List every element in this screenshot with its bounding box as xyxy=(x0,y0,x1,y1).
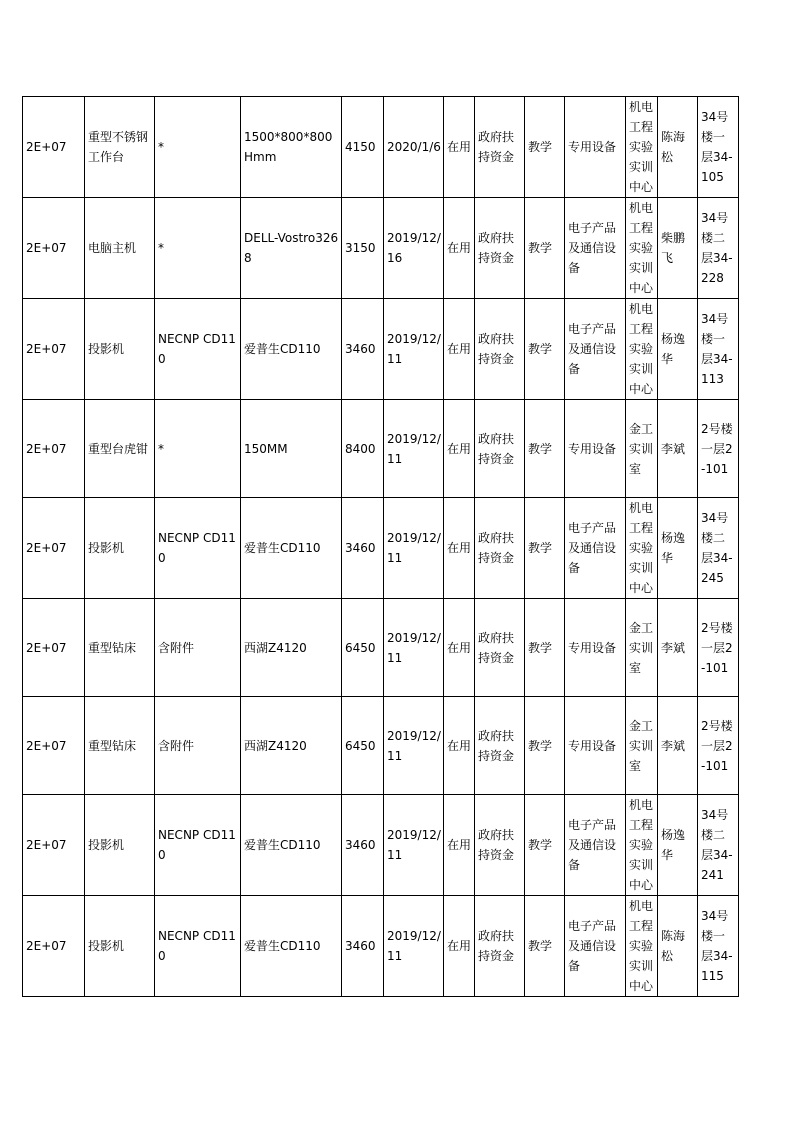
amount-cell: 8400 xyxy=(342,400,384,498)
amount-cell: 6450 xyxy=(342,697,384,795)
usage-cell: 教学 xyxy=(525,697,565,795)
asset-code-cell: 2E+07 xyxy=(23,400,85,498)
model-cell: DELL-Vostro3268 xyxy=(241,198,342,299)
spec-cell: NECNP CD110 xyxy=(155,896,241,997)
model-cell: 1500*800*800Hmm xyxy=(241,97,342,198)
category-cell: 电子产品及通信设备 xyxy=(565,299,626,400)
spec-cell: NECNP CD110 xyxy=(155,795,241,896)
model-cell: 西湖Z4120 xyxy=(241,599,342,697)
asset-code-cell: 2E+07 xyxy=(23,599,85,697)
status-cell: 在用 xyxy=(444,400,475,498)
status-cell: 在用 xyxy=(444,795,475,896)
date-cell: 2019/12/11 xyxy=(384,299,444,400)
status-cell: 在用 xyxy=(444,498,475,599)
asset-table-body xyxy=(23,97,739,997)
spec-cell: 含附件 xyxy=(155,599,241,697)
custodian-cell: 陈海松 xyxy=(658,896,698,997)
fund-source-cell: 政府扶持资金 xyxy=(475,498,525,599)
fund-source-cell: 政府扶持资金 xyxy=(475,198,525,299)
table-row xyxy=(23,198,739,299)
department-cell: 机电工程实验实训中心 xyxy=(626,97,658,198)
fund-source-cell: 政府扶持资金 xyxy=(475,599,525,697)
spec-cell: 含附件 xyxy=(155,697,241,795)
custodian-cell: 李斌 xyxy=(658,400,698,498)
table-row xyxy=(23,599,739,697)
custodian-cell: 杨逸华 xyxy=(658,299,698,400)
location-cell: 34号楼一层34-113 xyxy=(698,299,739,400)
custodian-cell: 李斌 xyxy=(658,599,698,697)
model-cell: 爱普生CD110 xyxy=(241,795,342,896)
location-cell: 2号楼一层2-101 xyxy=(698,599,739,697)
fund-source-cell: 政府扶持资金 xyxy=(475,896,525,997)
model-cell: 150MM xyxy=(241,400,342,498)
asset-name-cell: 投影机 xyxy=(85,299,155,400)
status-cell: 在用 xyxy=(444,198,475,299)
asset-name-cell: 重型钻床 xyxy=(85,599,155,697)
amount-cell: 6450 xyxy=(342,599,384,697)
category-cell: 电子产品及通信设备 xyxy=(565,498,626,599)
asset-code-cell: 2E+07 xyxy=(23,97,85,198)
asset-name-cell: 电脑主机 xyxy=(85,198,155,299)
custodian-cell: 杨逸华 xyxy=(658,498,698,599)
asset-code-cell: 2E+07 xyxy=(23,795,85,896)
spec-cell: NECNP CD110 xyxy=(155,299,241,400)
asset-name-cell: 投影机 xyxy=(85,498,155,599)
custodian-cell: 陈海松 xyxy=(658,97,698,198)
custodian-cell: 柴鹏飞 xyxy=(658,198,698,299)
spec-cell: * xyxy=(155,198,241,299)
asset-code-cell: 2E+07 xyxy=(23,896,85,997)
amount-cell: 3460 xyxy=(342,795,384,896)
usage-cell: 教学 xyxy=(525,97,565,198)
location-cell: 2号楼一层2-101 xyxy=(698,697,739,795)
status-cell: 在用 xyxy=(444,896,475,997)
usage-cell: 教学 xyxy=(525,400,565,498)
usage-cell: 教学 xyxy=(525,498,565,599)
department-cell: 机电工程实验实训中心 xyxy=(626,498,658,599)
table-row xyxy=(23,896,739,997)
fund-source-cell: 政府扶持资金 xyxy=(475,299,525,400)
asset-code-cell: 2E+07 xyxy=(23,498,85,599)
asset-code-cell: 2E+07 xyxy=(23,198,85,299)
model-cell: 爱普生CD110 xyxy=(241,299,342,400)
date-cell: 2019/12/11 xyxy=(384,795,444,896)
department-cell: 机电工程实验实训中心 xyxy=(626,795,658,896)
fund-source-cell: 政府扶持资金 xyxy=(475,795,525,896)
fund-source-cell: 政府扶持资金 xyxy=(475,97,525,198)
category-cell: 专用设备 xyxy=(565,97,626,198)
date-cell: 2019/12/11 xyxy=(384,498,444,599)
model-cell: 爱普生CD110 xyxy=(241,896,342,997)
asset-name-cell: 重型不锈钢工作台 xyxy=(85,97,155,198)
category-cell: 电子产品及通信设备 xyxy=(565,198,626,299)
department-cell: 机电工程实验实训中心 xyxy=(626,299,658,400)
location-cell: 2号楼一层2-101 xyxy=(698,400,739,498)
category-cell: 电子产品及通信设备 xyxy=(565,896,626,997)
location-cell: 34号楼二层34-241 xyxy=(698,795,739,896)
asset-table xyxy=(22,96,739,997)
table-row xyxy=(23,498,739,599)
model-cell: 西湖Z4120 xyxy=(241,697,342,795)
status-cell: 在用 xyxy=(444,599,475,697)
fund-source-cell: 政府扶持资金 xyxy=(475,697,525,795)
category-cell: 专用设备 xyxy=(565,400,626,498)
amount-cell: 3460 xyxy=(342,299,384,400)
custodian-cell: 李斌 xyxy=(658,697,698,795)
category-cell: 电子产品及通信设备 xyxy=(565,795,626,896)
table-row xyxy=(23,400,739,498)
usage-cell: 教学 xyxy=(525,599,565,697)
department-cell: 机电工程实验实训中心 xyxy=(626,198,658,299)
table-row xyxy=(23,795,739,896)
asset-name-cell: 重型台虎钳 xyxy=(85,400,155,498)
asset-name-cell: 投影机 xyxy=(85,896,155,997)
date-cell: 2019/12/11 xyxy=(384,896,444,997)
asset-code-cell: 2E+07 xyxy=(23,697,85,795)
asset-name-cell: 投影机 xyxy=(85,795,155,896)
date-cell: 2019/12/11 xyxy=(384,697,444,795)
department-cell: 金工实训室 xyxy=(626,599,658,697)
category-cell: 专用设备 xyxy=(565,599,626,697)
custodian-cell: 杨逸华 xyxy=(658,795,698,896)
department-cell: 金工实训室 xyxy=(626,697,658,795)
spec-cell: NECNP CD110 xyxy=(155,498,241,599)
model-cell: 爱普生CD110 xyxy=(241,498,342,599)
date-cell: 2019/12/16 xyxy=(384,198,444,299)
location-cell: 34号楼一层34-105 xyxy=(698,97,739,198)
asset-name-cell: 重型钻床 xyxy=(85,697,155,795)
date-cell: 2020/1/6 xyxy=(384,97,444,198)
usage-cell: 教学 xyxy=(525,795,565,896)
amount-cell: 3150 xyxy=(342,198,384,299)
spec-cell: * xyxy=(155,97,241,198)
location-cell: 34号楼一层34-115 xyxy=(698,896,739,997)
date-cell: 2019/12/11 xyxy=(384,599,444,697)
usage-cell: 教学 xyxy=(525,198,565,299)
amount-cell: 3460 xyxy=(342,498,384,599)
status-cell: 在用 xyxy=(444,97,475,198)
amount-cell: 4150 xyxy=(342,97,384,198)
asset-code-cell: 2E+07 xyxy=(23,299,85,400)
location-cell: 34号楼二层34-228 xyxy=(698,198,739,299)
status-cell: 在用 xyxy=(444,299,475,400)
location-cell: 34号楼二层34-245 xyxy=(698,498,739,599)
status-cell: 在用 xyxy=(444,697,475,795)
date-cell: 2019/12/11 xyxy=(384,400,444,498)
fund-source-cell: 政府扶持资金 xyxy=(475,400,525,498)
category-cell: 专用设备 xyxy=(565,697,626,795)
table-row xyxy=(23,697,739,795)
table-row xyxy=(23,299,739,400)
amount-cell: 3460 xyxy=(342,896,384,997)
usage-cell: 教学 xyxy=(525,299,565,400)
department-cell: 机电工程实验实训中心 xyxy=(626,896,658,997)
table-row xyxy=(23,97,739,198)
department-cell: 金工实训室 xyxy=(626,400,658,498)
spec-cell: * xyxy=(155,400,241,498)
usage-cell: 教学 xyxy=(525,896,565,997)
